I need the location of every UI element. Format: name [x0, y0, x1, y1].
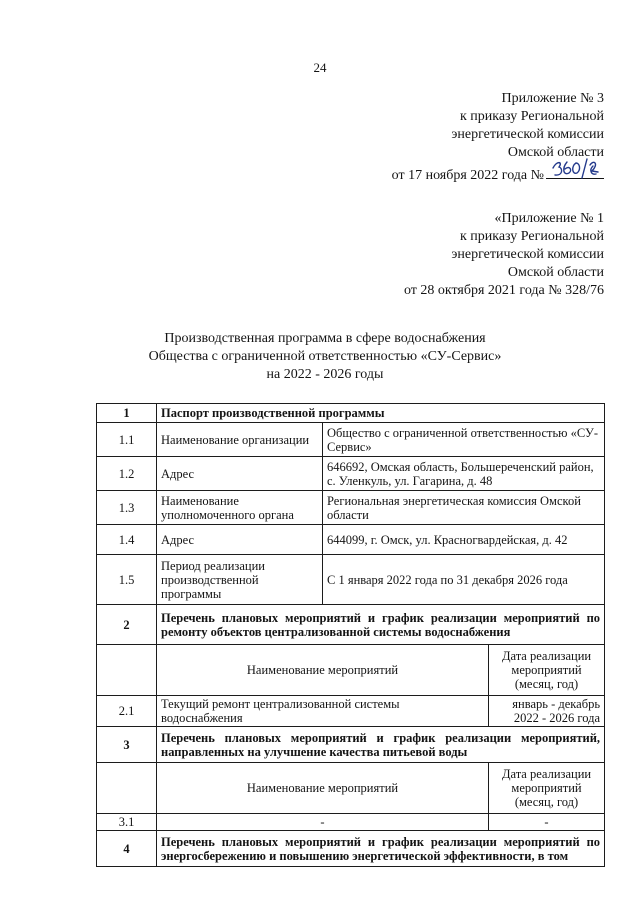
page-number: 24 — [313, 60, 327, 75]
section-row — [97, 404, 605, 423]
column-header-date: Дата реализации мероприятий (месяц, год) — [489, 763, 605, 814]
appendix-line: от 28 октября 2021 года № 328/76 — [403, 283, 604, 298]
column-header-measure: Наименование мероприятий — [157, 645, 489, 696]
table-header-row — [97, 645, 605, 696]
empty-cell — [97, 763, 157, 814]
document-title — [95, 330, 555, 384]
table-row — [97, 491, 605, 525]
row-value: Общество с ограниченной ответственностью «СУ-Сервис» — [323, 423, 605, 457]
row-number: 1.5 — [97, 555, 157, 605]
appendix-line: энергетической комиссии — [451, 247, 604, 262]
section-title: Паспорт производственной программы — [157, 404, 605, 423]
section-row — [97, 831, 605, 867]
section-title: Перечень плановых мероприятий и график реализации мероприятий по ремонту объектов централизованной системы водоснабжения — [157, 605, 605, 645]
table-row — [97, 457, 605, 491]
appendix-line: к приказу Региональной — [459, 109, 604, 124]
column-header-date: Дата реализации мероприятий (месяц, год) — [489, 645, 605, 696]
section-title: Перечень плановых мероприятий и график реализации мероприятий по энергосбережению и повышению энергетической эффективности, в том — [157, 831, 605, 867]
row-number: 1.4 — [97, 525, 157, 555]
section-number: 1 — [97, 404, 157, 423]
table-row — [97, 525, 605, 555]
measure-date: январь - декабрь 2022 - 2026 года — [489, 696, 605, 727]
section-number: 4 — [97, 831, 157, 867]
appendix-date-line — [392, 162, 604, 185]
table-row — [97, 696, 605, 727]
row-number: 1.2 — [97, 457, 157, 491]
title-line: на 2022 - 2026 годы — [266, 367, 384, 382]
measure-name: Текущий ремонт централизованной системы водоснабжения — [157, 696, 489, 727]
title-line: Общества с ограниченной ответственностью «СУ-Сервис» — [148, 349, 502, 364]
row-value: 644099, г. Омск, ул. Красногвардейская, д. 42 — [323, 525, 605, 555]
row-label: Адрес — [157, 525, 323, 555]
table-row — [97, 555, 605, 605]
row-value: 646692, Омская область, Большереченский район, с. Уленкуль, ул. Гагарина, д. 48 — [323, 457, 605, 491]
measure-name: - — [157, 814, 489, 831]
empty-cell — [97, 645, 157, 696]
appendix-line: к приказу Региональной — [459, 229, 604, 244]
section-title: Перечень плановых мероприятий и график реализации мероприятий, направленных на улучшение качества питьевой воды — [157, 727, 605, 763]
table-row — [97, 423, 605, 457]
row-label: Наименование уполномоченного органа — [157, 491, 323, 525]
appendix-date-text: от 17 ноября 2022 года № — [391, 168, 544, 183]
row-value: Региональная энергетическая комиссия Омской области — [323, 491, 605, 525]
section-row — [97, 727, 605, 763]
appendix-line: «Приложение № 1 — [494, 211, 604, 226]
section-row — [97, 605, 605, 645]
row-number: 1.3 — [97, 491, 157, 525]
measure-date: - — [489, 814, 605, 831]
production-program-table — [96, 403, 605, 867]
appendix-line: Омской области — [507, 265, 604, 280]
appendix-line: Приложение № 3 — [501, 91, 604, 106]
title-line: Производственная программа в сфере водоснабжения — [164, 331, 486, 346]
table-row — [97, 814, 605, 831]
row-label: Адрес — [157, 457, 323, 491]
appendix-line: энергетической комиссии — [451, 127, 604, 142]
handwritten-number-scribble — [549, 156, 603, 180]
row-label: Период реализации производственной программы — [157, 555, 323, 605]
row-number: 2.1 — [97, 696, 157, 727]
table-header-row — [97, 763, 605, 814]
section-number: 2 — [97, 605, 157, 645]
appendix-header-original — [404, 210, 604, 300]
appendix-header-current — [392, 90, 604, 185]
column-header-measure: Наименование мероприятий — [157, 763, 489, 814]
appendix-line: Омской области — [507, 145, 604, 160]
row-label: Наименование организации — [157, 423, 323, 457]
row-value: С 1 января 2022 года по 31 декабря 2026 года — [323, 555, 605, 605]
section-number: 3 — [97, 727, 157, 763]
row-number: 1.1 — [97, 423, 157, 457]
row-number: 3.1 — [97, 814, 157, 831]
handwritten-order-number — [546, 162, 604, 179]
